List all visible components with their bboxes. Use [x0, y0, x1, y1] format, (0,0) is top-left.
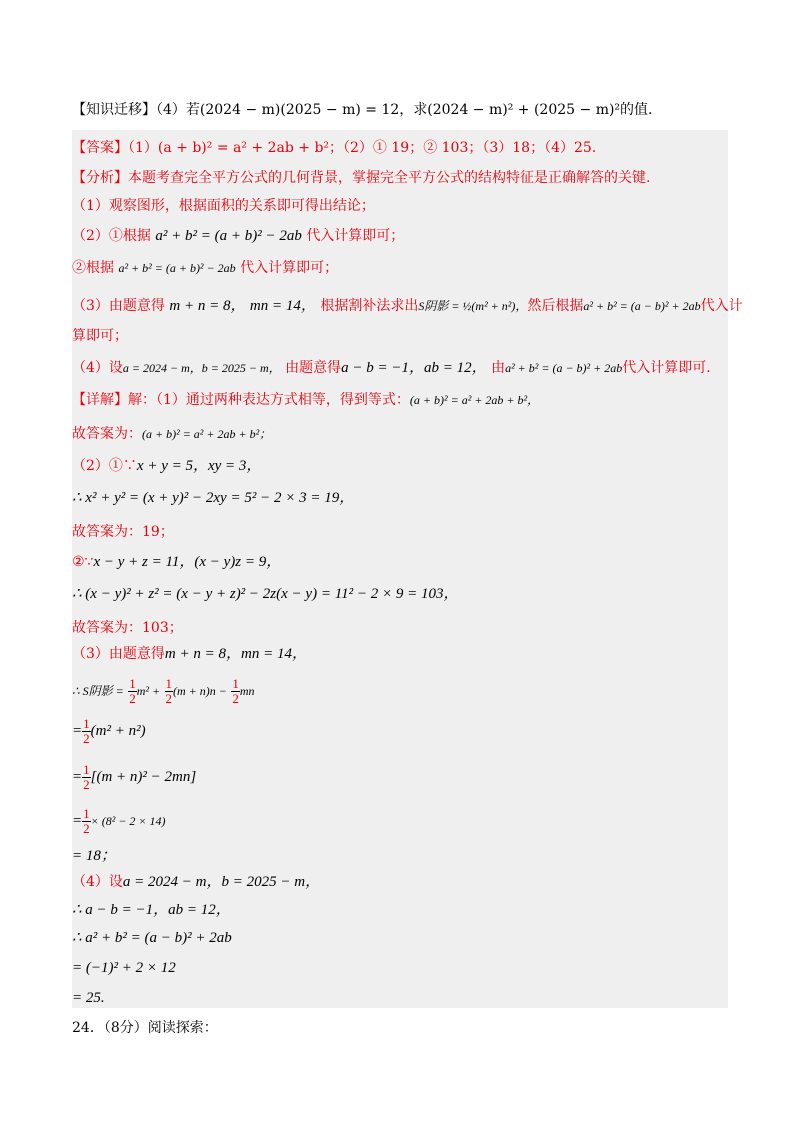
analysis-step-2: [72, 226, 404, 246]
detail-step: [72, 584, 458, 604]
detail-step: [72, 846, 116, 866]
formula: = (−1)² + 2 × 12: [72, 960, 176, 976]
analysis-step-text: （3）由题意得: [72, 298, 165, 314]
analysis-step-text: 代入计: [700, 298, 743, 314]
fraction: [82, 807, 91, 836]
question-text: （4）若(2024 − m)(2025 − m) = 12，求(2024 − m)² + (2025 − m)²的值.: [156, 102, 653, 118]
formula: ∴ x² + y² = (x + y)² − 2xy = 5² − 2 × 3 = 19，: [72, 490, 355, 506]
detail-step: [72, 644, 307, 664]
fraction: [231, 677, 240, 706]
formula: (m + n)n −: [173, 684, 227, 698]
formula: m + n = 8，: [169, 298, 246, 314]
analysis-step-3: [72, 258, 338, 278]
formula: (m² + n²): [90, 723, 146, 739]
detail-text: 故答案为：: [72, 426, 142, 442]
numerator: 1: [165, 675, 173, 691]
denominator: 2: [165, 690, 173, 706]
detail-label: 【详解】: [72, 392, 128, 408]
detail-step: [72, 806, 166, 836]
analysis-step-text: 代入计算即可.: [622, 360, 711, 376]
detail-step: [72, 958, 176, 978]
analysis-step-text: 由: [491, 360, 506, 376]
answer-text: （1）(a + b)² = a² + 2ab + b²；（2）① 19；② 103；（3）18；（4）25.: [128, 140, 597, 156]
analysis-step-text: （4）设: [72, 360, 123, 376]
analysis-step-text: 代入计算即可；: [240, 260, 339, 276]
denominator: 2: [83, 820, 90, 836]
formula: mn: [239, 684, 255, 698]
formula: ∴ S阴影 =: [72, 684, 124, 698]
analysis-text: 本题考查完全平方公式的几何背景，掌握完全平方公式的结构特征是正确解答的关键.: [128, 170, 651, 186]
analysis-step-text: （2）①根据: [72, 228, 151, 244]
formula: m² +: [136, 684, 161, 698]
analysis-step-text: 由题意得: [285, 360, 342, 376]
numerator: 1: [83, 761, 90, 777]
formula: =: [72, 769, 83, 785]
analysis-step-text: 根据割补法求出: [320, 298, 419, 314]
answer-line: [72, 138, 596, 158]
denominator: 2: [129, 690, 136, 706]
section-label: 【知识迁移】: [72, 102, 156, 118]
detail-line: [72, 390, 539, 410]
analysis-line: [72, 168, 650, 188]
formula: x + y = 5，xy = 3，: [136, 458, 262, 474]
detail-step: [72, 676, 255, 706]
fraction: [82, 763, 91, 792]
formula: × (8² − 2 × 14): [90, 814, 166, 828]
analysis-step-text: 算即可；: [72, 328, 128, 344]
detail-step: [72, 488, 354, 508]
analysis-step-4: [72, 296, 743, 316]
detail-text: （4）设: [72, 874, 123, 890]
detail-step: [72, 988, 105, 1008]
formula: = 18；: [72, 848, 116, 864]
analysis-step-1: [72, 196, 375, 216]
formula: S阴影 = ½(m² + n²)，: [418, 299, 528, 313]
analysis-step-text: 代入计算即可；: [306, 228, 405, 244]
formula: ∴ a − b = −1，ab = 12，: [72, 902, 231, 918]
formula: a = 2024 − m，b = 2025 − m，: [122, 874, 321, 890]
denominator: 2: [83, 776, 90, 792]
numerator: 1: [129, 675, 136, 691]
detail-step: [72, 762, 196, 792]
formula: x − y + z = 11，(x − y)z = 9，: [93, 554, 282, 570]
formula: =: [72, 813, 83, 829]
detail-text: 解：（1）通过两种表达方式相等，得到等式：: [128, 392, 410, 408]
formula: ∴ a² + b² = (a − b)² + 2ab: [72, 930, 232, 946]
detail-step: [72, 456, 261, 476]
formula: [(m + n)² − 2mn]: [90, 769, 197, 785]
detail-text: 故答案为：103；: [72, 620, 183, 636]
analysis-step-text: 然后根据: [527, 298, 584, 314]
question-4: [72, 100, 653, 120]
detail-step: [72, 424, 271, 444]
detail-step: [72, 928, 232, 948]
formula: =: [72, 723, 83, 739]
detail-step: [72, 716, 146, 746]
formula: = 25.: [72, 990, 105, 1006]
detail-text: （2）①∵: [72, 458, 137, 474]
formula: a − b = −1，ab = 12，: [341, 360, 487, 376]
formula: ∴ (x − y)² + z² = (x − y + z)² − 2z(x − y) = 11² − 2 × 9 = 103，: [72, 586, 459, 602]
numerator: 1: [232, 675, 239, 691]
analysis-step-5: [72, 358, 711, 378]
detail-step: [72, 552, 281, 572]
detail-text: ②∵: [72, 554, 94, 570]
analysis-step-text: ②根据: [72, 260, 114, 276]
detail-step: [72, 618, 183, 638]
formula: a² + b² = (a + b)² − 2ab: [118, 261, 236, 275]
denominator: 2: [232, 690, 239, 706]
numerator: 1: [83, 805, 90, 821]
fraction: [82, 717, 91, 746]
question-heading: 24．（8分）阅读探索：: [72, 1020, 218, 1036]
analysis-label: 【分析】: [72, 170, 128, 186]
formula: mn = 14，: [249, 298, 316, 314]
answer-label: 【答案】: [72, 140, 128, 156]
formula: (a + b)² = a² + 2ab + b²，: [409, 393, 540, 407]
denominator: 2: [83, 730, 90, 746]
formula: a² + b² = (a + b)² − 2ab: [155, 228, 302, 244]
numerator: 1: [83, 715, 90, 731]
detail-step: [72, 872, 320, 892]
formula: a = 2024 − m，b = 2025 − m，: [122, 361, 281, 375]
fraction: [128, 677, 137, 706]
question-24: [72, 1018, 218, 1038]
detail-text: （3）由题意得: [72, 646, 165, 662]
analysis-step-4-cont: [72, 326, 128, 346]
formula: a² + b² = (a − b)² + 2ab: [505, 361, 623, 375]
formula: (a + b)² = a² + 2ab + b²；: [142, 427, 272, 441]
detail-text: 故答案为：19；: [72, 524, 174, 540]
detail-step: [72, 522, 174, 542]
analysis-step-text: （1）观察图形，根据面积的关系即可得出结论；: [72, 198, 375, 214]
fraction: [165, 677, 174, 706]
detail-step: [72, 900, 231, 920]
formula: a² + b² = (a − b)² + 2ab: [583, 299, 701, 313]
formula: m + n = 8，mn = 14，: [164, 646, 307, 662]
